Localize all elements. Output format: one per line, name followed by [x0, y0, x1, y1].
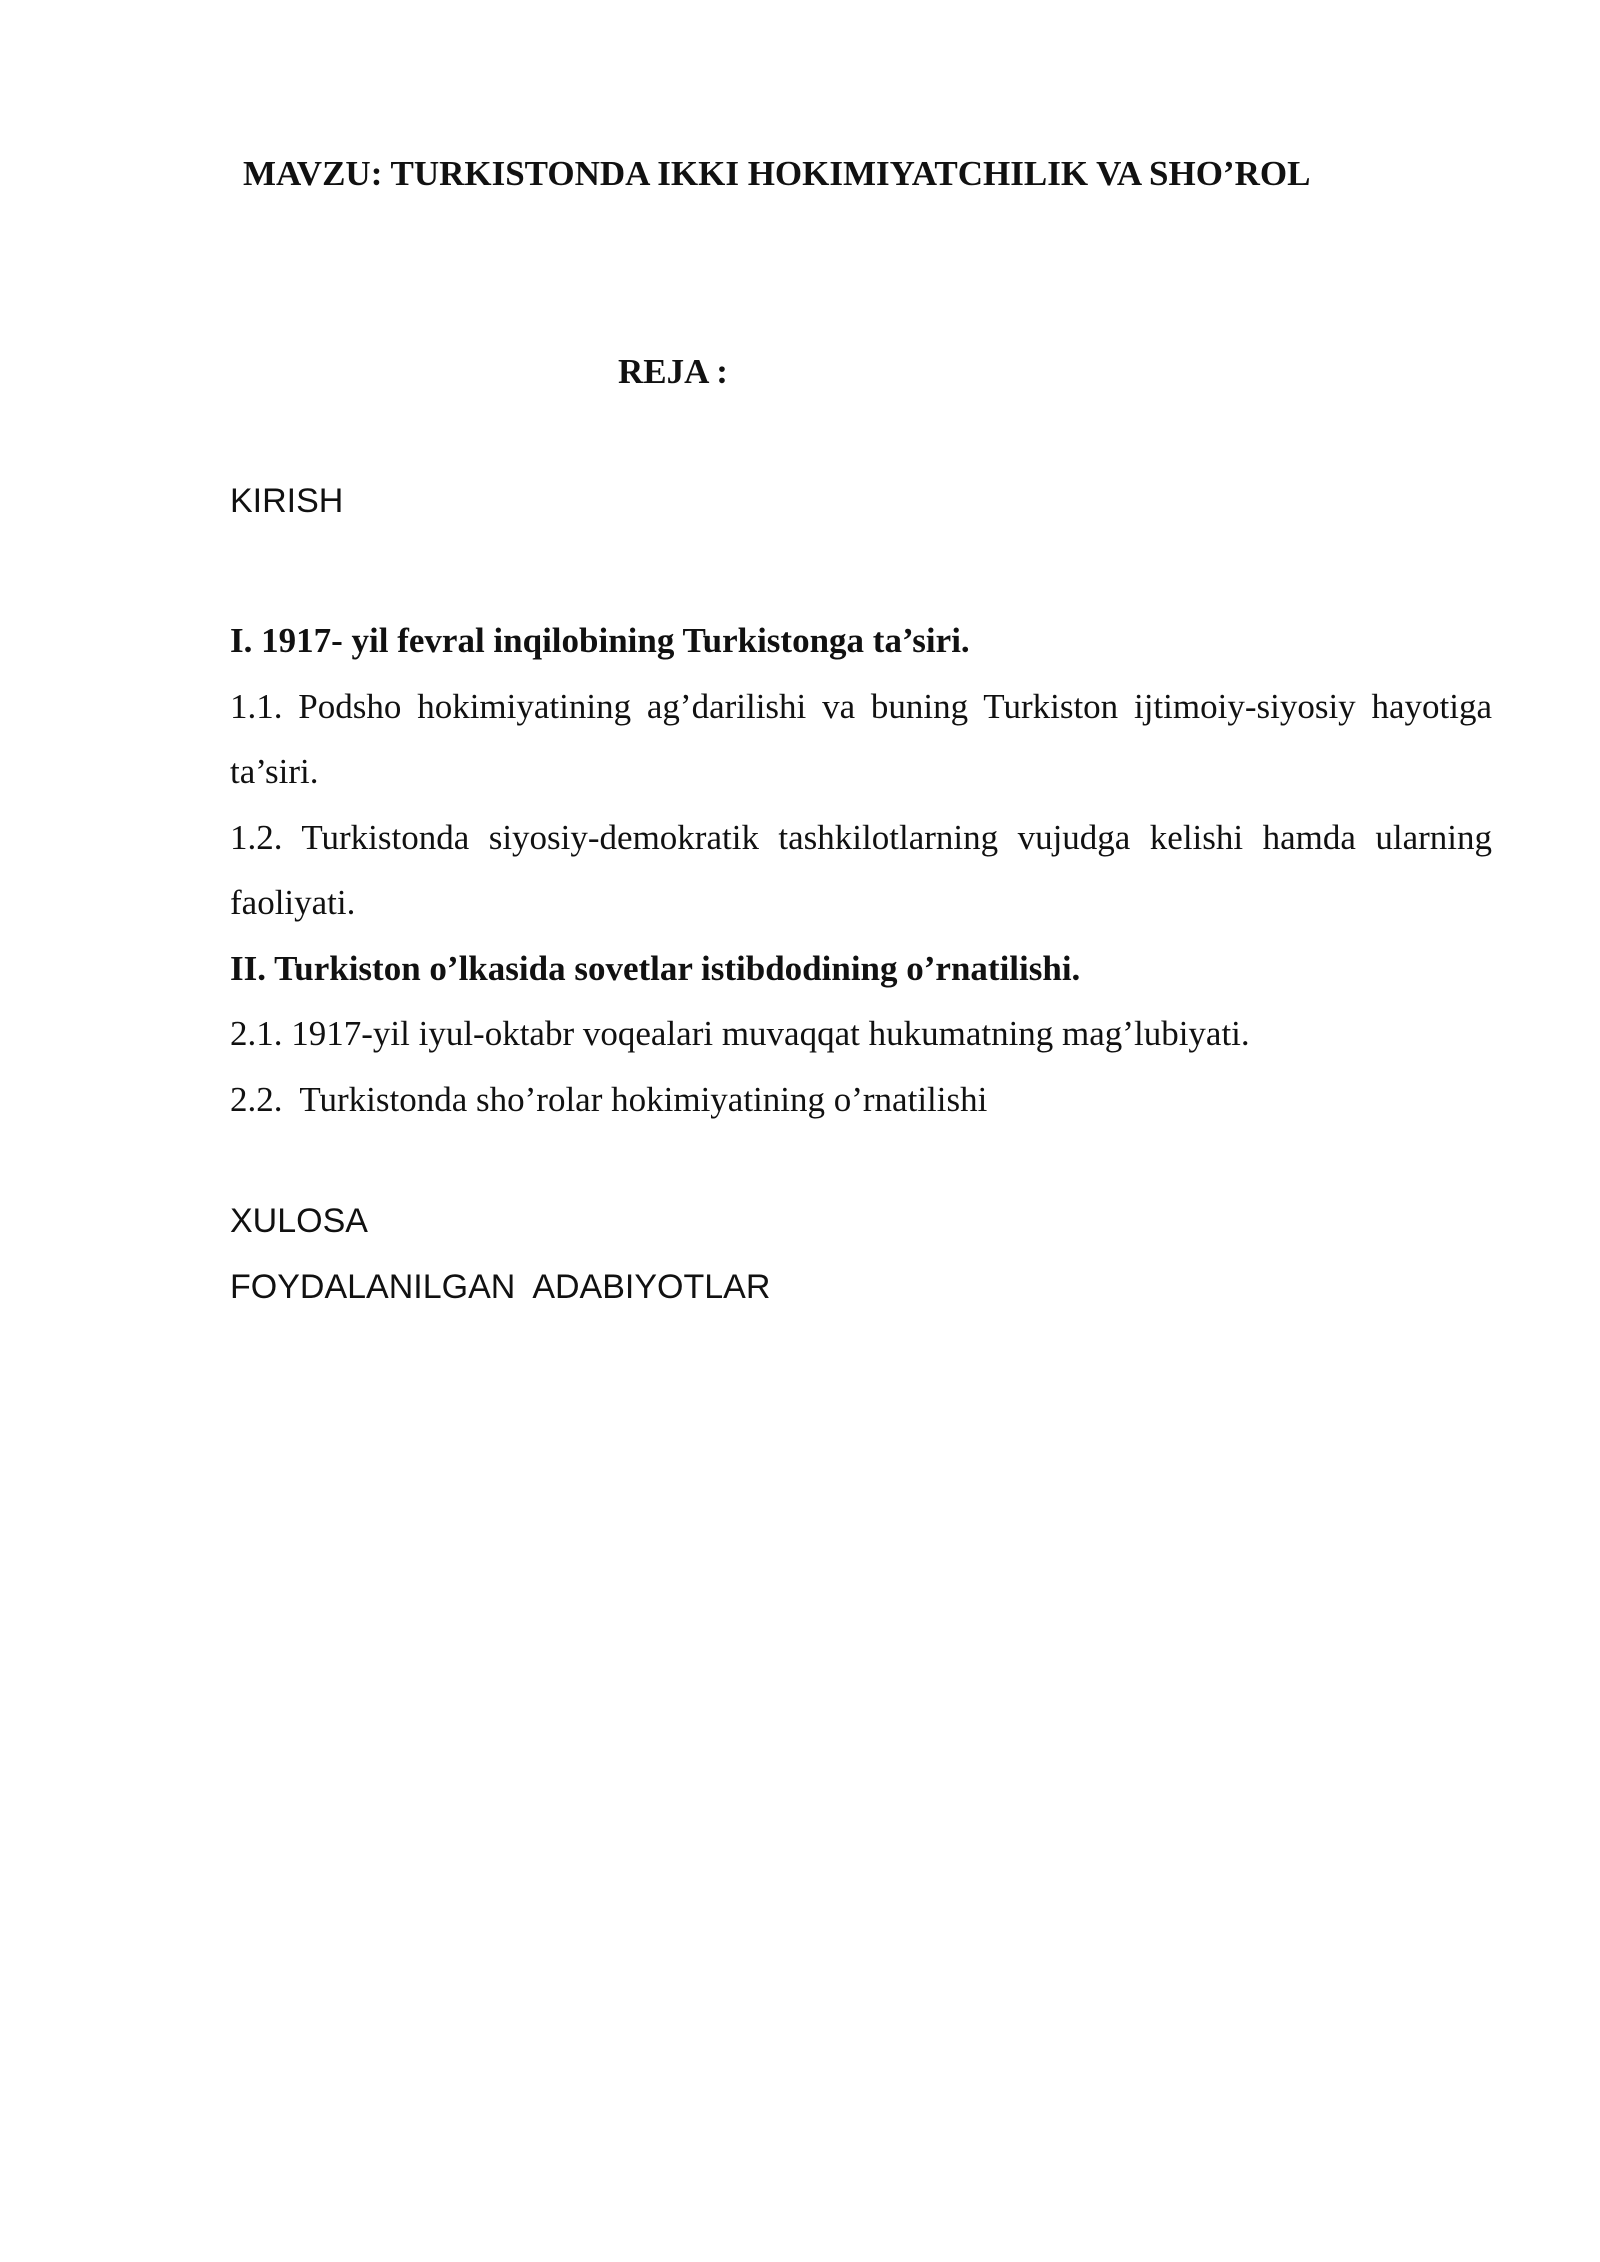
- section-2-item-1: 2.1. 1917-yil iyul-oktabr voqealari muvaqqat hukumatning mag’lubiyati.: [230, 1014, 1250, 1053]
- document-title: MAVZU: TURKISTONDA IKKI HOKIMIYATCHILIK VA SHO’ROL: [243, 154, 1311, 193]
- section-1-heading: I. 1917- yil fevral inqilobining Turkistonga ta’siri.: [230, 621, 970, 660]
- plan-list: [230, 608, 1492, 1132]
- section-2-heading: II. Turkiston o’lkasida sovetlar istibdodining o’rnatilishi.: [230, 948, 1081, 988]
- section-1-item-1: 1.1. Podsho hokimiyatining ag’darilishi va buning Turkiston ijtimoiy-siyosiy hayotiga ta’siri.: [230, 686, 1492, 791]
- section-1-item-2: 1.2. Turkistonda siyosiy-demokratik tashkilotlarning vujudga kelishi hamda ularning faoliyati.: [230, 817, 1492, 922]
- section-2-item-2: 2.2. Turkistonda sho’rolar hokimiyatining o’rnatilishi: [230, 1079, 988, 1119]
- references-heading: FOYDALANILGAN ADABIYOTLAR: [230, 1268, 771, 1306]
- plan-heading: REJA :: [618, 352, 728, 391]
- conclusion-heading: XULOSA: [230, 1202, 368, 1240]
- intro-heading: KIRISH: [230, 482, 344, 520]
